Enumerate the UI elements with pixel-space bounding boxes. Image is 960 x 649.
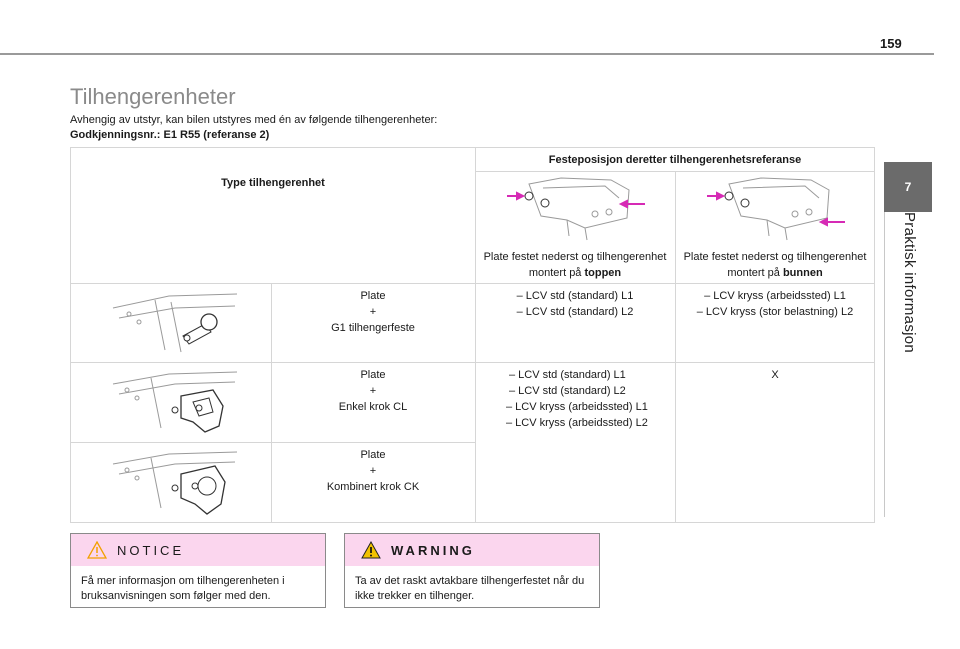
cl-ck-bottom-models: X [771, 369, 779, 381]
notice-box [70, 533, 326, 608]
cl-type-label: Plate + Enkel krok CL [338, 369, 408, 413]
ck-hook-image [109, 446, 239, 518]
header-towbar-type: Type tilhengerenhet [221, 177, 325, 189]
g1-towbar-image [109, 288, 239, 360]
warning-filled-icon [361, 541, 381, 559]
chapter-tab[interactable]: 7 [884, 162, 932, 212]
warning-box [344, 533, 600, 608]
warning-outline-icon [87, 541, 107, 559]
warning-label: WARNING [391, 542, 475, 558]
position-top-caption: Plate festet nederst og tilhengerenhet montert på toppen [483, 251, 667, 279]
chapter-title: Praktisk informasjon [901, 212, 918, 354]
header-mounting-position: Festeposisjon deretter tilhengerenhetsreferanse [548, 154, 802, 166]
cl-ck-top-models: – LCV std (standard) L1 – LCV std (standard) L2 – LCV kryss (arbeidssted) L1 – LCV kryss (arbeidssted) L2 [506, 369, 648, 429]
cl-hook-image [109, 366, 239, 438]
g1-top-models: – LCV std (standard) L1 – LCV std (standard) L2 [516, 290, 634, 318]
approval-number: Godkjenningsnr.: E1 R55 (referanse 2) [70, 129, 270, 141]
plate-top-mount-image [501, 176, 651, 241]
warning-text: Ta av det raskt avtakbare tilhengerfestet når du ikke trekker en tilhenger. [355, 575, 585, 602]
top-divider [0, 53, 934, 55]
towbar-table [70, 147, 875, 523]
notice-text: Få mer informasjon om tilhengerenheten i bruksanvisningen som følger med den. [81, 575, 285, 602]
page-title: Tilhengerenheter [70, 84, 236, 109]
intro-text: Avhengig av utstyr, kan bilen utstyres med én av følgende tilhengerenheter: [70, 114, 438, 126]
plate-bottom-mount-image [701, 176, 851, 241]
page-number: 159 [880, 36, 902, 51]
g1-type-label: Plate + G1 tilhengerfeste [331, 290, 415, 334]
g1-bottom-models: – LCV kryss (arbeidssted) L1 – LCV kryss (stor belastning) L2 [696, 290, 854, 318]
position-bottom-caption: Plate festet nederst og tilhengerenhet montert på bunnen [683, 251, 867, 279]
notice-label: NOTICE [117, 542, 185, 558]
ck-type-label: Plate + Kombinert krok CK [326, 449, 420, 493]
